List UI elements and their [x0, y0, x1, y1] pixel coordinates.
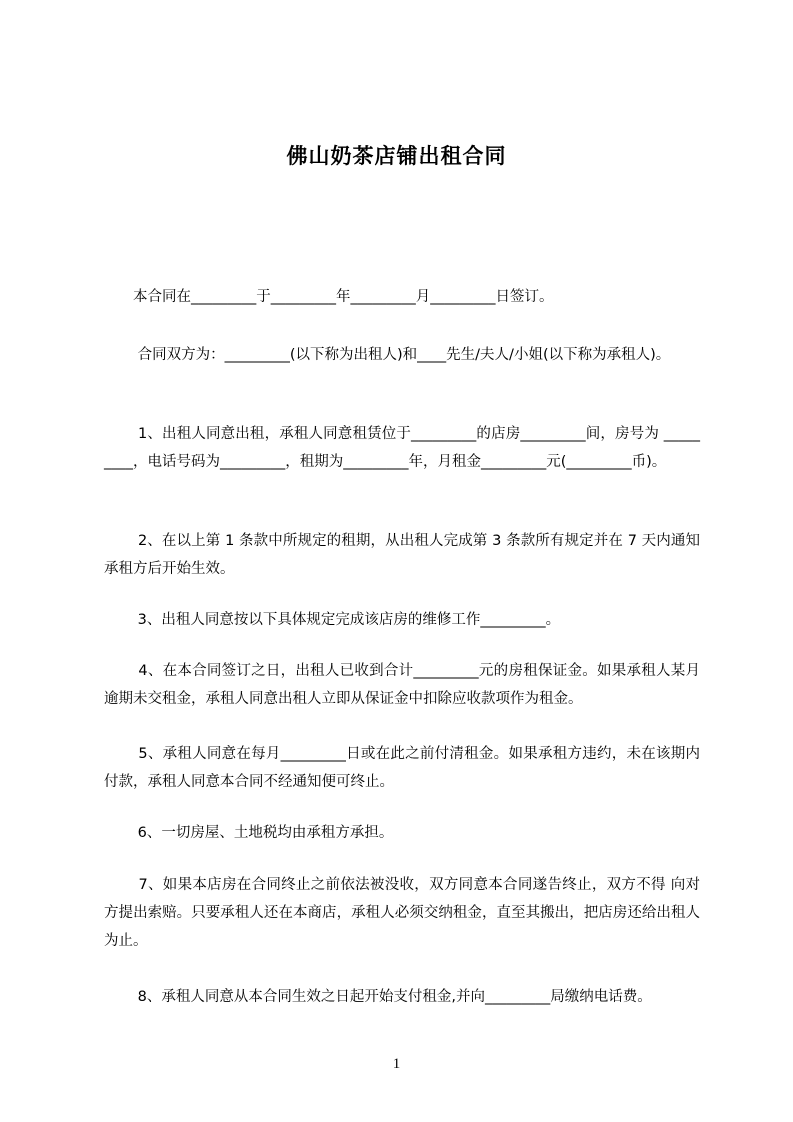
paragraph-clause-4: 4、在本合同签订之日，出租人已收到合计_________元的房租保证金。如果承租人某月逾期未交租金，承租人同意出租人立即从保证金中扣除应收款项作为租金。 — [104, 663, 700, 707]
paragraph-clause-1: 1、出租人同意出租，承租人同意租赁位于_________的店房_________间，房号为 _________，电话号码为_________，租期为_________年，月租金_________元(_________币)。 — [104, 426, 700, 470]
page-number: 1 — [392, 1056, 401, 1072]
paragraph-clause-5: 5、承租人同意在每月_________日或在此之前付清租金。如果承租方违约，未在该期内付款，承租人同意本合同不经通知便可终止。 — [104, 746, 700, 790]
paragraph-parties: 合同双方为：_________(以下称为出租人)和____先生/夫人/小姐(以下称为承租人)。 — [104, 347, 671, 363]
paragraph-clause-7: 7、如果本店房在合同终止之前依法被没收，双方同意本合同遂告终止，双方不得 向对方提出索赔。只要承租人还在本商店，承租人必须交纳租金，直至其搬出，把店房还给出租人为止。 — [104, 877, 700, 949]
paragraph-clause-6: 6、一切房屋、土地税均由承租方承担。 — [104, 825, 394, 841]
paragraph-clause-8: 8、承租人同意从本合同生效之日起开始支付租金,并向_________局缴纳电话费。 — [104, 989, 652, 1005]
paragraph-clause-3: 3、出租人同意按以下具体规定完成该店房的维修工作_________。 — [104, 612, 561, 628]
paragraph-signing-date: 本合同在_________于_________年_________月_________日签订。 — [104, 289, 554, 305]
paragraph-clause-2: 2、在以上第 1 条款中所规定的租期，从出租人完成第 3 条款所有规定并在 7 天内通知承租方后开始生效。 — [104, 533, 700, 577]
document-title: 佛山奶茶店铺出租合同 — [286, 144, 507, 168]
